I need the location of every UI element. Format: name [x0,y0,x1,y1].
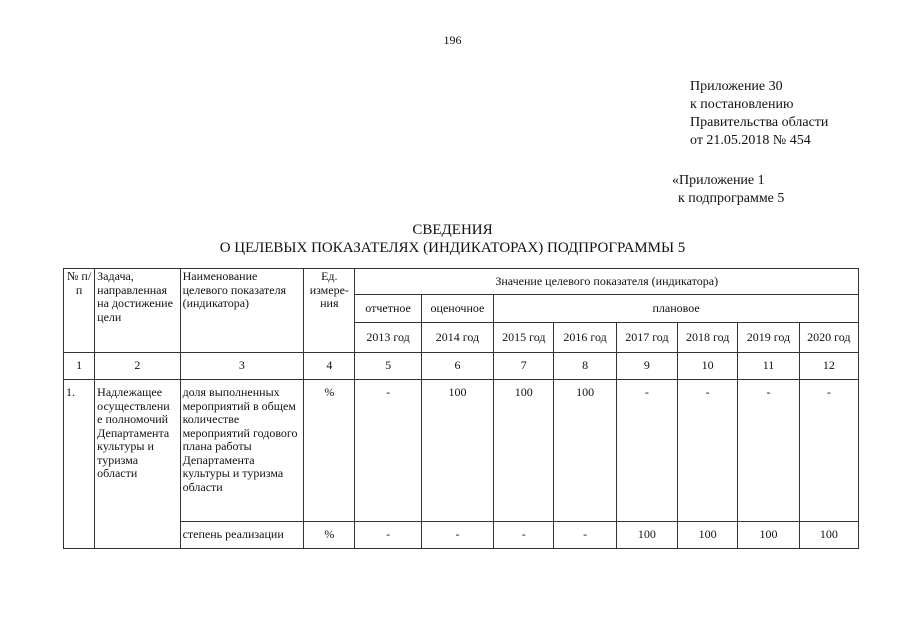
value-cell: - [494,522,554,549]
title-line-1: СВЕДЕНИЯ [412,222,493,238]
value-cell: - [355,380,421,522]
value-cell: - [554,522,616,549]
header-year: 2013 год [355,323,421,353]
column-number: 2 [95,353,180,380]
table-row [64,522,859,549]
header-year: 2015 год [494,323,554,353]
header-year: 2016 год [554,323,616,353]
indicators-table [63,268,859,549]
value-cell: 100 [494,380,554,522]
value-cell: 100 [421,380,493,522]
title-line-2: О ЦЕЛЕВЫХ ПОКАЗАТЕЛЯХ (ИНДИКАТОРАХ) ПОДПРОГРАММЫ 5 [219,240,686,256]
value-cell: 100 [554,380,616,522]
value-cell: 100 [799,522,858,549]
column-number: 3 [180,353,304,380]
task-cell: Надлежащее осуществлени е полномочий Департамента культуры и туризма области [95,380,180,549]
appendix-sub-line-2: к подпрограмме 5 [678,191,785,206]
value-cell: 100 [738,522,799,549]
value-cell: 100 [678,522,738,549]
header-year: 2018 год [678,323,738,353]
column-number: 12 [799,353,858,380]
table-row [64,380,859,522]
column-number: 7 [494,353,554,380]
document-title [0,221,905,257]
header-year: 2019 год [738,323,799,353]
header-year: 2014 год [421,323,493,353]
column-number-row [64,353,859,380]
column-number: 6 [421,353,493,380]
column-number: 9 [616,353,677,380]
appendix-sub-header [672,172,784,208]
appendix-line-3: Правительства области [690,115,829,130]
value-cell: - [799,380,858,522]
header-task: Задача, направленная на достижение цели [95,269,180,353]
value-cell: - [355,522,421,549]
column-number: 1 [64,353,95,380]
header-year: 2020 год [799,323,858,353]
header-planned: плановое [494,295,859,323]
appendix-line-4: от 21.05.2018 № 454 [690,133,811,148]
value-cell: - [738,380,799,522]
appendix-line-2: к постановлению [690,97,794,112]
header-estimated: оценочное [421,295,493,323]
appendix-line-1: Приложение 30 [690,79,783,94]
header-num: № п/п [64,269,95,353]
header-value-group: Значение целевого показателя (индикатора) [355,269,859,295]
column-number: 4 [304,353,355,380]
unit-cell: % [304,522,355,549]
page-number: 196 [443,33,462,47]
unit-cell: % [304,380,355,522]
indicator-cell: степень реализации [180,522,304,549]
header-year: 2017 год [616,323,677,353]
appendix-header [690,78,828,150]
header-unit: Ед. измере-ния [304,269,355,353]
header-reported: отчетное [355,295,421,323]
column-number: 8 [554,353,616,380]
column-number: 11 [738,353,799,380]
indicator-cell: доля выполненных мероприятий в общем количестве мероприятий годового плана работы Департамента культуры и туризма области [180,380,304,522]
header-indicator: Наименование целевого показателя (индикатора) [180,269,304,353]
column-number: 5 [355,353,421,380]
value-cell: - [616,380,677,522]
value-cell: - [421,522,493,549]
value-cell: - [678,380,738,522]
value-cell: 100 [616,522,677,549]
column-number: 10 [678,353,738,380]
appendix-sub-line-1: «Приложение 1 [672,173,765,188]
row-num: 1. [64,380,95,549]
